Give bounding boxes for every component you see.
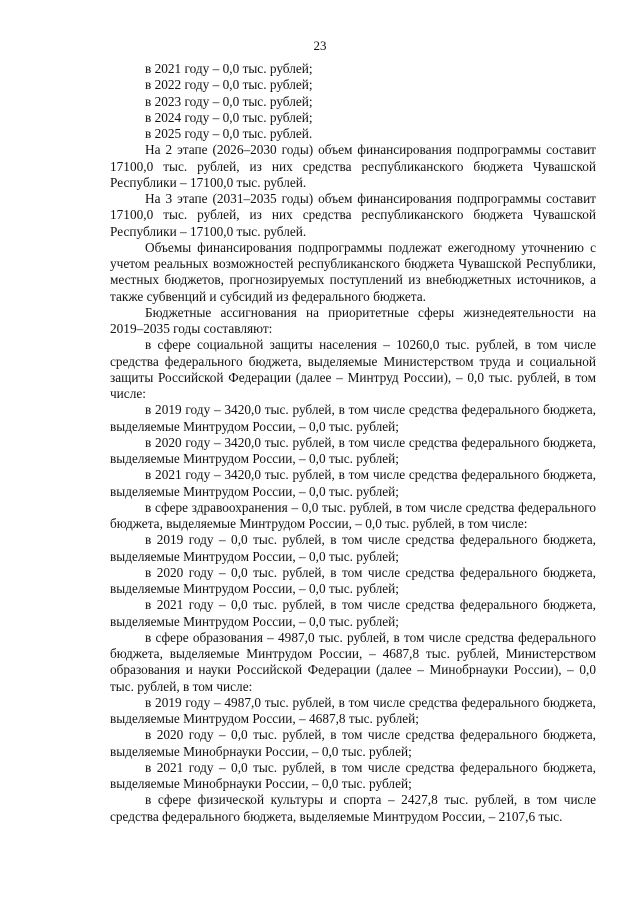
paragraph: в 2019 году – 4987,0 тыс. рублей, в том числе средства федерального бюджета, выделяемые Минтрудом России, – 4687,8 тыс. рублей; (110, 694, 596, 726)
paragraph: в 2020 году – 0,0 тыс. рублей, в том числе средства федерального бюджета, выделяемые Минтрудом России, – 0,0 тыс. рублей; (110, 564, 596, 596)
paragraph: в 2020 году – 0,0 тыс. рублей, в том числе средства федерального бюджета, выделяемые Минобрнауки России, – 0,0 тыс. рублей; (110, 727, 596, 759)
paragraph: Объемы финансирования подпрограммы подлежат ежегодному уточнению с учетом реальных возможностей республиканского бюджета Чувашской Республики, местных бюджетов, прогнозируемых поступлений из внебюджетных источников, а также субвенций и субсидий из федерального бюджета. (110, 239, 596, 304)
paragraph: Бюджетные ассигнования на приоритетные сферы жизнедеятельности на 2019–2035 годы составляют: (110, 304, 596, 336)
paragraph: в сфере здравоохранения – 0,0 тыс. рублей, в том числе средства федерального бюджета, выделяемые Минтрудом России, – 0,0 тыс. рублей, в том числе: (110, 499, 596, 531)
paragraph: На 2 этапе (2026–2030 годы) объем финансирования подпрограммы составит 17100,0 тыс. рублей, из них средства республиканского бюджета Чувашской Республики – 17100,0 тыс. рублей. (110, 142, 596, 190)
body-text (110, 61, 596, 825)
paragraph: в 2019 году – 0,0 тыс. рублей, в том числе средства федерального бюджета, выделяемые Минтрудом России, – 0,0 тыс. рублей; (110, 532, 596, 564)
paragraph: в 2021 году – 0,0 тыс. рублей, в том числе средства федерального бюджета, выделяемые Минтрудом России, – 0,0 тыс. рублей; (110, 597, 596, 629)
paragraph: в 2021 году – 0,0 тыс. рублей, в том числе средства федерального бюджета, выделяемые Минобрнауки России, – 0,0 тыс. рублей; (110, 759, 596, 791)
page-number: 23 (313, 38, 327, 53)
paragraph: в 2023 году – 0,0 тыс. рублей; (145, 93, 313, 109)
paragraph: в 2019 году – 3420,0 тыс. рублей, в том числе средства федерального бюджета, выделяемые Минтрудом России, – 0,0 тыс. рублей; (110, 402, 596, 434)
paragraph: в 2025 году – 0,0 тыс. рублей. (145, 126, 313, 141)
paragraph: в 2021 году – 0,0 тыс. рублей; (145, 61, 313, 76)
paragraph: в сфере социальной защиты населения – 10260,0 тыс. рублей, в том числе средства федерального бюджета, выделяемые Министерством труда и социальной защиты Российской Федерации (далее – Минтруд России), – 0,0 тыс. рублей, в том числе: (110, 337, 596, 401)
paragraph: в сфере физической культуры и спорта – 2427,8 тыс. рублей, в том числе средства федерального бюджета, выделяемые Минтрудом России, – 2107,6 тыс. (110, 792, 596, 824)
paragraph: в 2020 году – 3420,0 тыс. рублей, в том числе средства федерального бюджета, выделяемые Минтрудом России, – 0,0 тыс. рублей; (110, 434, 596, 466)
paragraph: в сфере образования – 4987,0 тыс. рублей, в том числе средства федерального бюджета, выделяемые Минтрудом России, – 4687,8 тыс. рублей, Министерством образования и науки Российской Федерации (далее – Минобрнауки России), – 0,0 тыс. рублей, в том числе: (110, 629, 596, 694)
paragraph: в 2024 году – 0,0 тыс. рублей; (145, 109, 313, 125)
paragraph: в 2022 году – 0,0 тыс. рублей; (145, 77, 313, 93)
paragraph: На 3 этапе (2031–2035 годы) объем финансирования подпрограммы составит 17100,0 тыс. рублей, из них средства республиканского бюджета Чувашской Республики – 17100,0 тыс. рублей. (110, 191, 596, 239)
paragraph: в 2021 году – 3420,0 тыс. рублей, в том числе средства федерального бюджета, выделяемые Минтрудом России, – 0,0 тыс. рублей; (110, 467, 596, 499)
